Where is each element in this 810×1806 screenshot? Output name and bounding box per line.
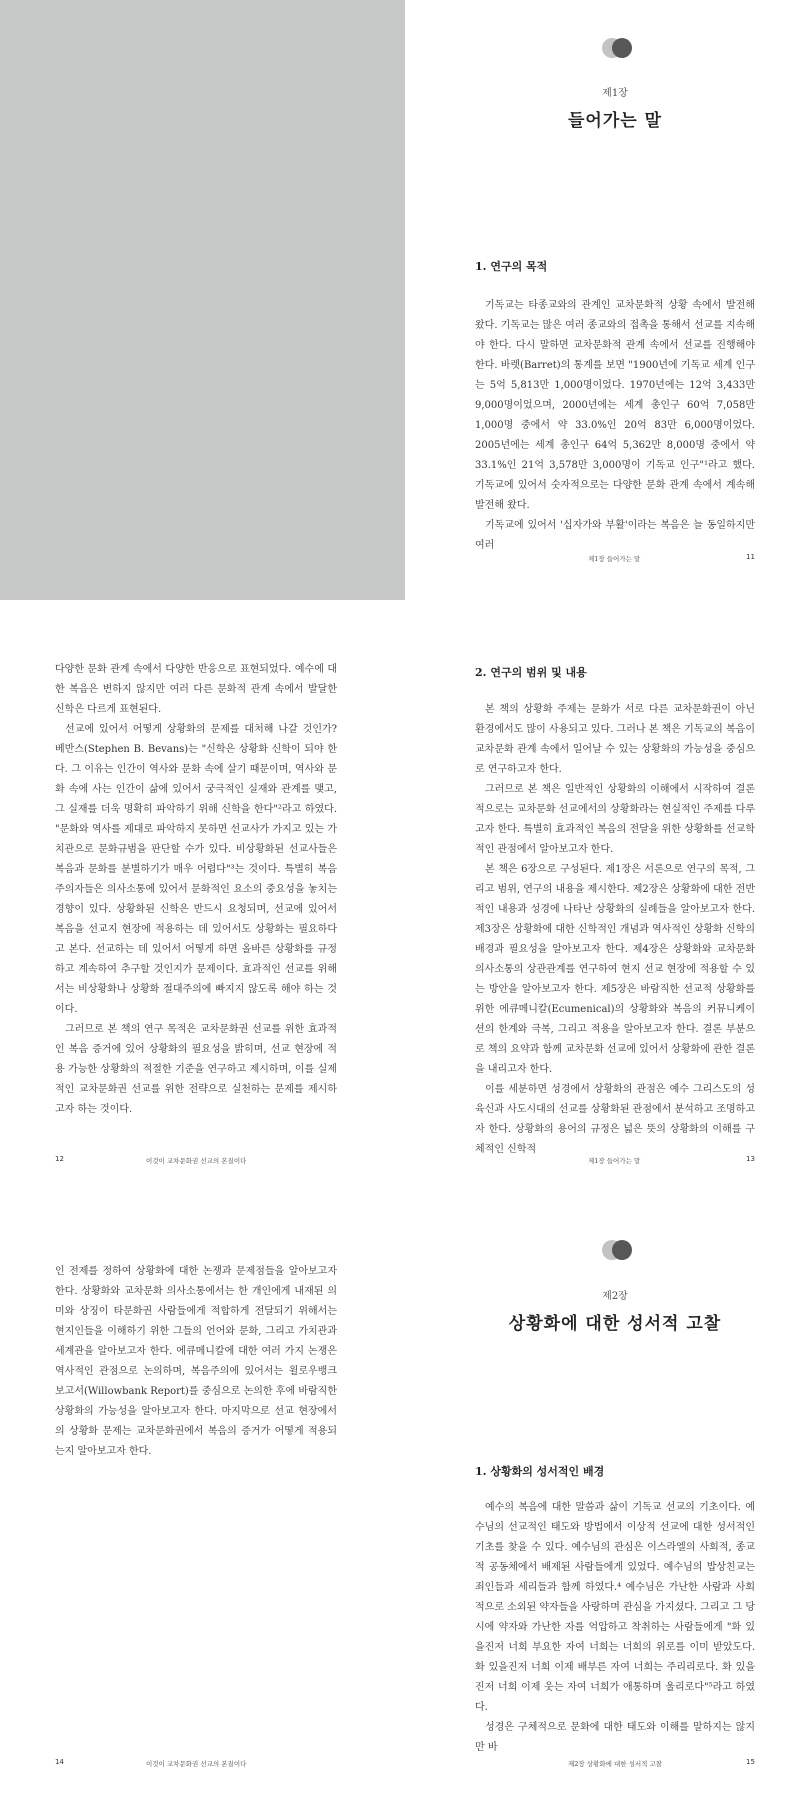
- paragraph: 그러므로 본 책은 일반적인 상황화의 이해에서 시작하여 결론적으로는 교차문화 선교에서의 상황화라는 현실적인 주제를 다루고자 한다. 특별히 효과적인 복음의 전달을 위한 상황화를 선교학적인 관점에서 알아보고자 한다.: [475, 784, 755, 855]
- chapter-label: 제1장: [602, 88, 628, 99]
- chapter-mark-icon: [602, 38, 632, 58]
- blank-gray-page: [0, 0, 405, 600]
- paragraph: 기독교에 있어서 '십자가와 부활'이라는 복음은 늘 동일하지만 여러: [475, 520, 755, 551]
- section-heading: 2. 연구의 범위 및 내용: [475, 666, 587, 679]
- paragraph: 그러므로 본 책의 연구 목적은 교차문화권 선교를 위한 효과적인 복음 증거에 있어 상황화의 필요성을 밝히며, 선교 현장에 적용 가능한 상황화의 적절한 기준을 연구하고 제시하며, 이를 실제적인 교차문화권 선교를 위한 전략으로 실천하는 문제를 제시하고자 하는 것이다.: [55, 1024, 337, 1115]
- body-text: [475, 700, 755, 1160]
- section-heading: 1. 연구의 목적: [475, 260, 548, 273]
- running-footer: 제1장 들어가는 말: [588, 1157, 641, 1165]
- running-footer: 제2장 상황화에 대한 성서적 고찰: [568, 1760, 663, 1768]
- paragraph: 본 책의 상황화 주제는 문화가 서로 다른 교차문화권이 아닌 환경에서도 많이 사용되고 있다. 그러나 본 책은 기독교의 복음이 교차문화 관계 속에서 일어날 수 있는 상황화의 가능성을 중심으로 연구하고자 한다.: [475, 704, 755, 775]
- body-text: [475, 296, 755, 556]
- body-text: [55, 660, 337, 1120]
- body-text: [475, 1498, 755, 1758]
- paragraph: 예수의 복음에 대한 말씀과 삶이 기독교 선교의 기초이다. 예수님의 선교적인 태도와 방법에서 이상적 선교에 대한 성서적인 기초를 찾을 수 있다. 예수님의 관심은 이스라엘의 사회적, 종교적 공동체에서 배제된 사람들에게 있었다. 예수님의 밥상친교는 죄인들과 세리들과 함께 하였다.⁴ 예수님은 가난한 사람과 사회적으로 소외된 약자들을 사랑하며 관심을 가지셨다. 그리고 그 당시에 약자와 가난한 자를 억압하고 착취하는 사람들에게 "화 있을진저 너희 부요한 자여 너희는 너희의 위로를 이미 받았도다. 화 있을진저 너희 이제 배부른 자여 너희는 주리리로다. 화 있을진저 너희 이제 웃는 자여 너희가 애통하며 울리로다"⁵라고 하였다.: [475, 1502, 755, 1713]
- page-number: 11: [746, 553, 755, 561]
- paragraph: 성경은 구체적으로 문화에 대한 태도와 이해를 말하지는 않지만 바: [475, 1722, 755, 1753]
- running-footer: 이것이 교차문화권 선교의 본질이다: [146, 1760, 247, 1768]
- page-number: 12: [55, 1155, 64, 1163]
- page-number: 15: [746, 1758, 755, 1766]
- paragraph: 인 전제를 정하여 상황화에 대한 논쟁과 문제점들을 알아보고자 한다. 상황화와 교차문화 의사소통에서는 한 개인에게 내재된 의미와 상징이 타문화권 사람들에게 적합하게 전달되기 위해서는 현지인들을 이해하기 위한 그들의 언어와 문화, 그리고 가치관과 세계관을 알아보고자 한다. 에큐메니칼에 대한 여러 가지 논쟁은 역사적인 관점으로 논의하며, 복음주의에 있어서는 윌로우뱅크 보고서(Willowbank Report)를 중심으로 논의한 후에 바람직한 상황화의 가능성을 알아보고자 한다. 마지막으로 선교 현장에서의 상황화 문제는 교차문화권에서 복음의 증거가 어떻게 적용되는지 알아보고자 한다.: [55, 1266, 337, 1457]
- chapter-label: 제2장: [602, 1291, 628, 1302]
- body-text: [55, 1262, 337, 1462]
- paragraph: 본 책은 6장으로 구성된다. 제1장은 서론으로 연구의 목적, 그리고 범위, 연구의 내용을 제시한다. 제2장은 상황화에 대한 전반적인 내용과 성경에 나타난 상황화의 실례들을 알아보고자 한다. 제3장은 상황화에 대한 신학적인 개념과 역사적인 상황화 신학의 배경과 필요성을 알아보고자 한다. 제4장은 상황화와 교차문화 의사소통의 상관관계를 연구하여 현지 선교 현장에 적용할 수 있는 방안을 알아보고자 한다. 제5장은 바람직한 선교적 상황화를 위한 에큐메니칼(Ecumenical)의 상황화와 복음의 커뮤니케이션의 한계와 극복, 그리고 적용을 알아보고자 한다. 결론 부분으로 책의 요약과 함께 교차문화 선교에 있어서 상황화에 관한 결론을 내리고자 한다.: [475, 864, 755, 1075]
- paragraph: 기독교는 타종교와의 관계인 교차문화적 상황 속에서 발전해 왔다. 기독교는 많은 여러 종교와의 접촉을 통해서 선교를 지속해야 한다. 다시 말하면 교차문화적 관계 속에서 선교를 진행해야 한다. 바렛(Barret)의 통계를 보면 "1900년에 기독교 세계 인구는 5억 5,813만 1,000명이었다. 1970년에는 12억 3,433만 9,000명이었으며, 2000년에는 세계 총인구 60억 7,058만 1,000명 중에서 약 33.0%인 20억 83만 6,000명이었다. 2005년에는 세계 총인구 64억 5,362만 8,000명 중에서 약 33.1%인 21억 3,578만 3,000명이 기독교 인구"¹라고 했다. 기독교에 있어서 숫자적으로는 다양한 문화 관계 속에서 계속해 발전해 왔다.: [475, 300, 755, 511]
- paragraph: 선교에 있어서 어떻게 상황화의 문제를 대처해 나갈 것인가? 베반스(Stephen B. Bevans)는 "신학은 상황화 신학이 되야 한다. 그 이유는 인간이 역사와 문화 속에 살기 때문이며, 역사와 문화 속에 사는 인간이 삶에 있어서 궁극적인 실재와 관계를 맺고, 그 실재를 더욱 명확히 파악하기 위해 신학을 한다"²라고 하였다. "문화와 역사를 제대로 파악하지 못하면 선교사가 가지고 있는 가치관으로 문화규범을 판단할 수가 있다. 비상황화된 선교사들은 복음과 문화를 분별하기가 매우 어렵다"³는 것이다. 특별히 복음주의자들은 의사소통에 있어서 문화적인 요소의 중요성을 놓치는 경향이 있다. 상황화된 신학은 반드시 요청되며, 선교에 있어서 복음을 선교지 현장에 적용하는 데 있어서도 상황화는 필요하다고 본다. 선교하는 데 있어서 어떻게 하면 올바른 상황화를 규정하고 계속하여 추구할 것인지가 문제이다. 효과적인 선교를 위해서는 비상황화나 상황화 절대주의에 빠지지 않도록 해야 하는 것이다.: [55, 724, 337, 1015]
- chapter-title: 들어가는 말: [567, 111, 663, 131]
- page-number: 14: [55, 1758, 64, 1766]
- section-heading: 1. 상황화의 성서적인 배경: [475, 1465, 605, 1478]
- chapter-mark-icon: [602, 1240, 632, 1260]
- paragraph: 다양한 문화 관계 속에서 다양한 반응으로 표현되었다. 예수에 대한 복음은 변하지 않지만 여러 다른 문화적 관계 속에서 발달한 신학은 다르게 표현된다.: [55, 664, 337, 715]
- chapter-title: 상황화에 대한 성서적 고찰: [508, 1314, 722, 1334]
- paragraph: 이를 세분하면 성경에서 상황화의 관점은 예수 그리스도의 성육신과 사도시대의 선교를 상황화된 관점에서 분석하고 조명하고자 한다. 상황화의 용어의 규정은 넓은 뜻의 상황화의 이해를 구체적인 신학적: [475, 1084, 755, 1155]
- page-number: 13: [746, 1155, 755, 1163]
- running-footer: 이것이 교차문화권 선교의 본질이다: [146, 1157, 247, 1165]
- running-footer: 제1장 들어가는 말: [588, 555, 641, 563]
